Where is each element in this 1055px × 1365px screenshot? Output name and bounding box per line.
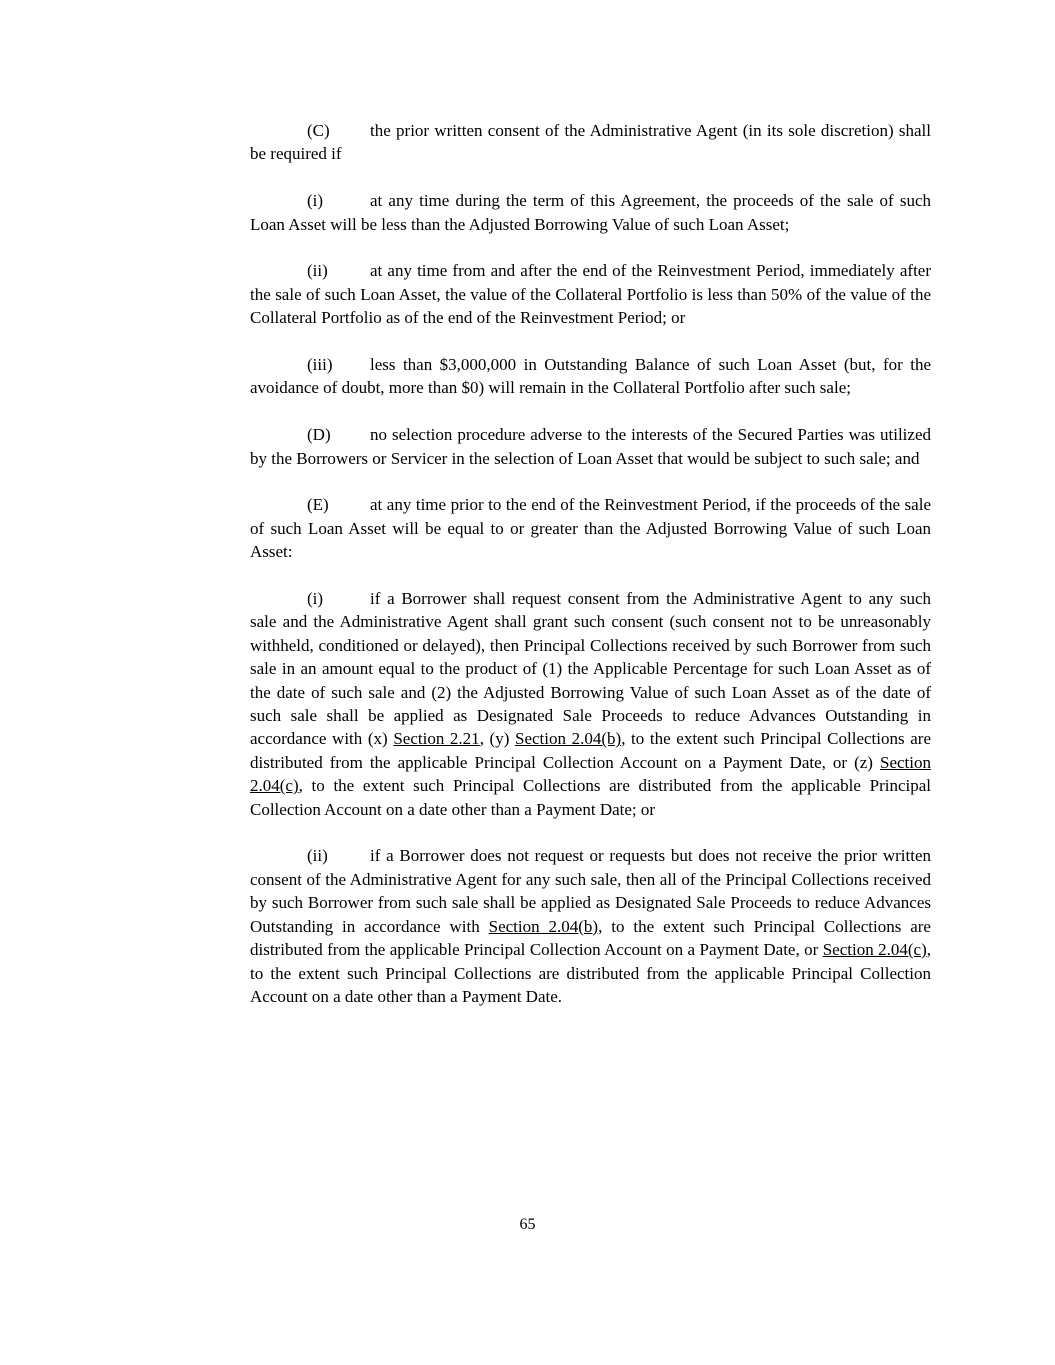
section-reference: Section 2.04(c) <box>250 752 931 796</box>
clause-text: at any time during the term of this Agreement, the proceeds of the sale of such Loan Asset will be less than the Adjusted Borrowing Value of such Loan Asset; <box>250 191 931 234</box>
clause-text: , to the extent such Principal Collections are distributed from the applicable Principal Collection Account on a Payment Date, or (z) <box>250 729 931 772</box>
clause-E-ii <box>250 844 931 1008</box>
page-number: 65 <box>519 1216 536 1233</box>
clause-text: at any time prior to the end of the Reinvestment Period, if the proceeds of the sale of such Loan Asset will be equal to or greater than the Adjusted Borrowing Value of such Loan Asset: <box>250 495 931 562</box>
clause-text: , to the extent such Principal Collections are distributed from the applicable Principal Collection Account on a date other than a Payment Date. <box>250 940 931 1006</box>
clause-C-ii <box>250 259 931 329</box>
clause-label: (iii) <box>307 355 333 375</box>
clause-text: , to the extent such Principal Collections are distributed from the applicable Principal Collection Account on a date other than a Payment Date; or <box>250 776 931 819</box>
section-reference: Section 2.04(c) <box>822 940 927 960</box>
section-reference: Section 2.04(b) <box>488 916 599 936</box>
clause-text: , (y) <box>479 729 515 749</box>
clause-C-i <box>250 189 931 236</box>
clause-text: no selection procedure adverse to the interests of the Secured Parties was utilized by the Borrowers or Servicer in the selection of Loan Asset that would be subject to such sale; and <box>250 425 931 468</box>
clause-text: if a Borrower does not request or requests but does not receive the prior written consent of the Administrative Agent for any such sale, then all of the Principal Collections received by such Borrower from such sale shall be applied as Designated Sale Proceeds to reduce Advances Outstanding in accordance with <box>250 846 931 936</box>
clause-text: less than $3,000,000 in Outstanding Balance of such Loan Asset (but, for the avoidance of doubt, more than $0) will remain in the Collateral Portfolio after such sale; <box>250 355 931 398</box>
clause-E-i <box>250 587 931 821</box>
clause-text: at any time from and after the end of the Reinvestment Period, immediately after the sale of such Loan Asset, the value of the Collateral Portfolio is less than 50% of the value of the Collateral Portfolio as of the end of the Reinvestment Period; or <box>250 261 931 328</box>
clause-C <box>250 119 931 166</box>
section-reference: Section 2.21 <box>393 729 480 749</box>
clause-text: the prior written consent of the Administrative Agent (in its sole discretion) shall be required if <box>250 121 931 164</box>
clause-label: (i) <box>307 191 324 211</box>
clause-label: (i) <box>307 589 324 609</box>
clause-label: (E) <box>307 495 329 515</box>
clause-text: if a Borrower shall request consent from the Administrative Agent to any such sale and the Administrative Agent shall grant such consent (such consent not to be unreasonably withheld, conditioned or delayed), then Principal Collections received by such Borrower from such sale in an amount equal to the product of (1) the Applicable Percentage for such Loan Asset as of the date of such sale and (2) the Adjusted Borrowing Value of such Loan Asset as of the date of such sale shall be applied as Designated Sale Proceeds to reduce Advances Outstanding in accordance with (x) <box>250 589 931 749</box>
clause-E <box>250 493 931 563</box>
clause-C-iii <box>250 353 931 400</box>
clause-label: (C) <box>307 121 330 140</box>
clause-label: (ii) <box>307 846 328 866</box>
clause-D <box>250 423 931 470</box>
section-reference: Section 2.04(b) <box>515 729 622 749</box>
clause-text: , to the extent such Principal Collections are distributed from the applicable Principal Collection Account on a Payment Date, or <box>250 916 931 960</box>
clause-label: (D) <box>307 425 331 445</box>
clause-label: (ii) <box>307 261 328 281</box>
